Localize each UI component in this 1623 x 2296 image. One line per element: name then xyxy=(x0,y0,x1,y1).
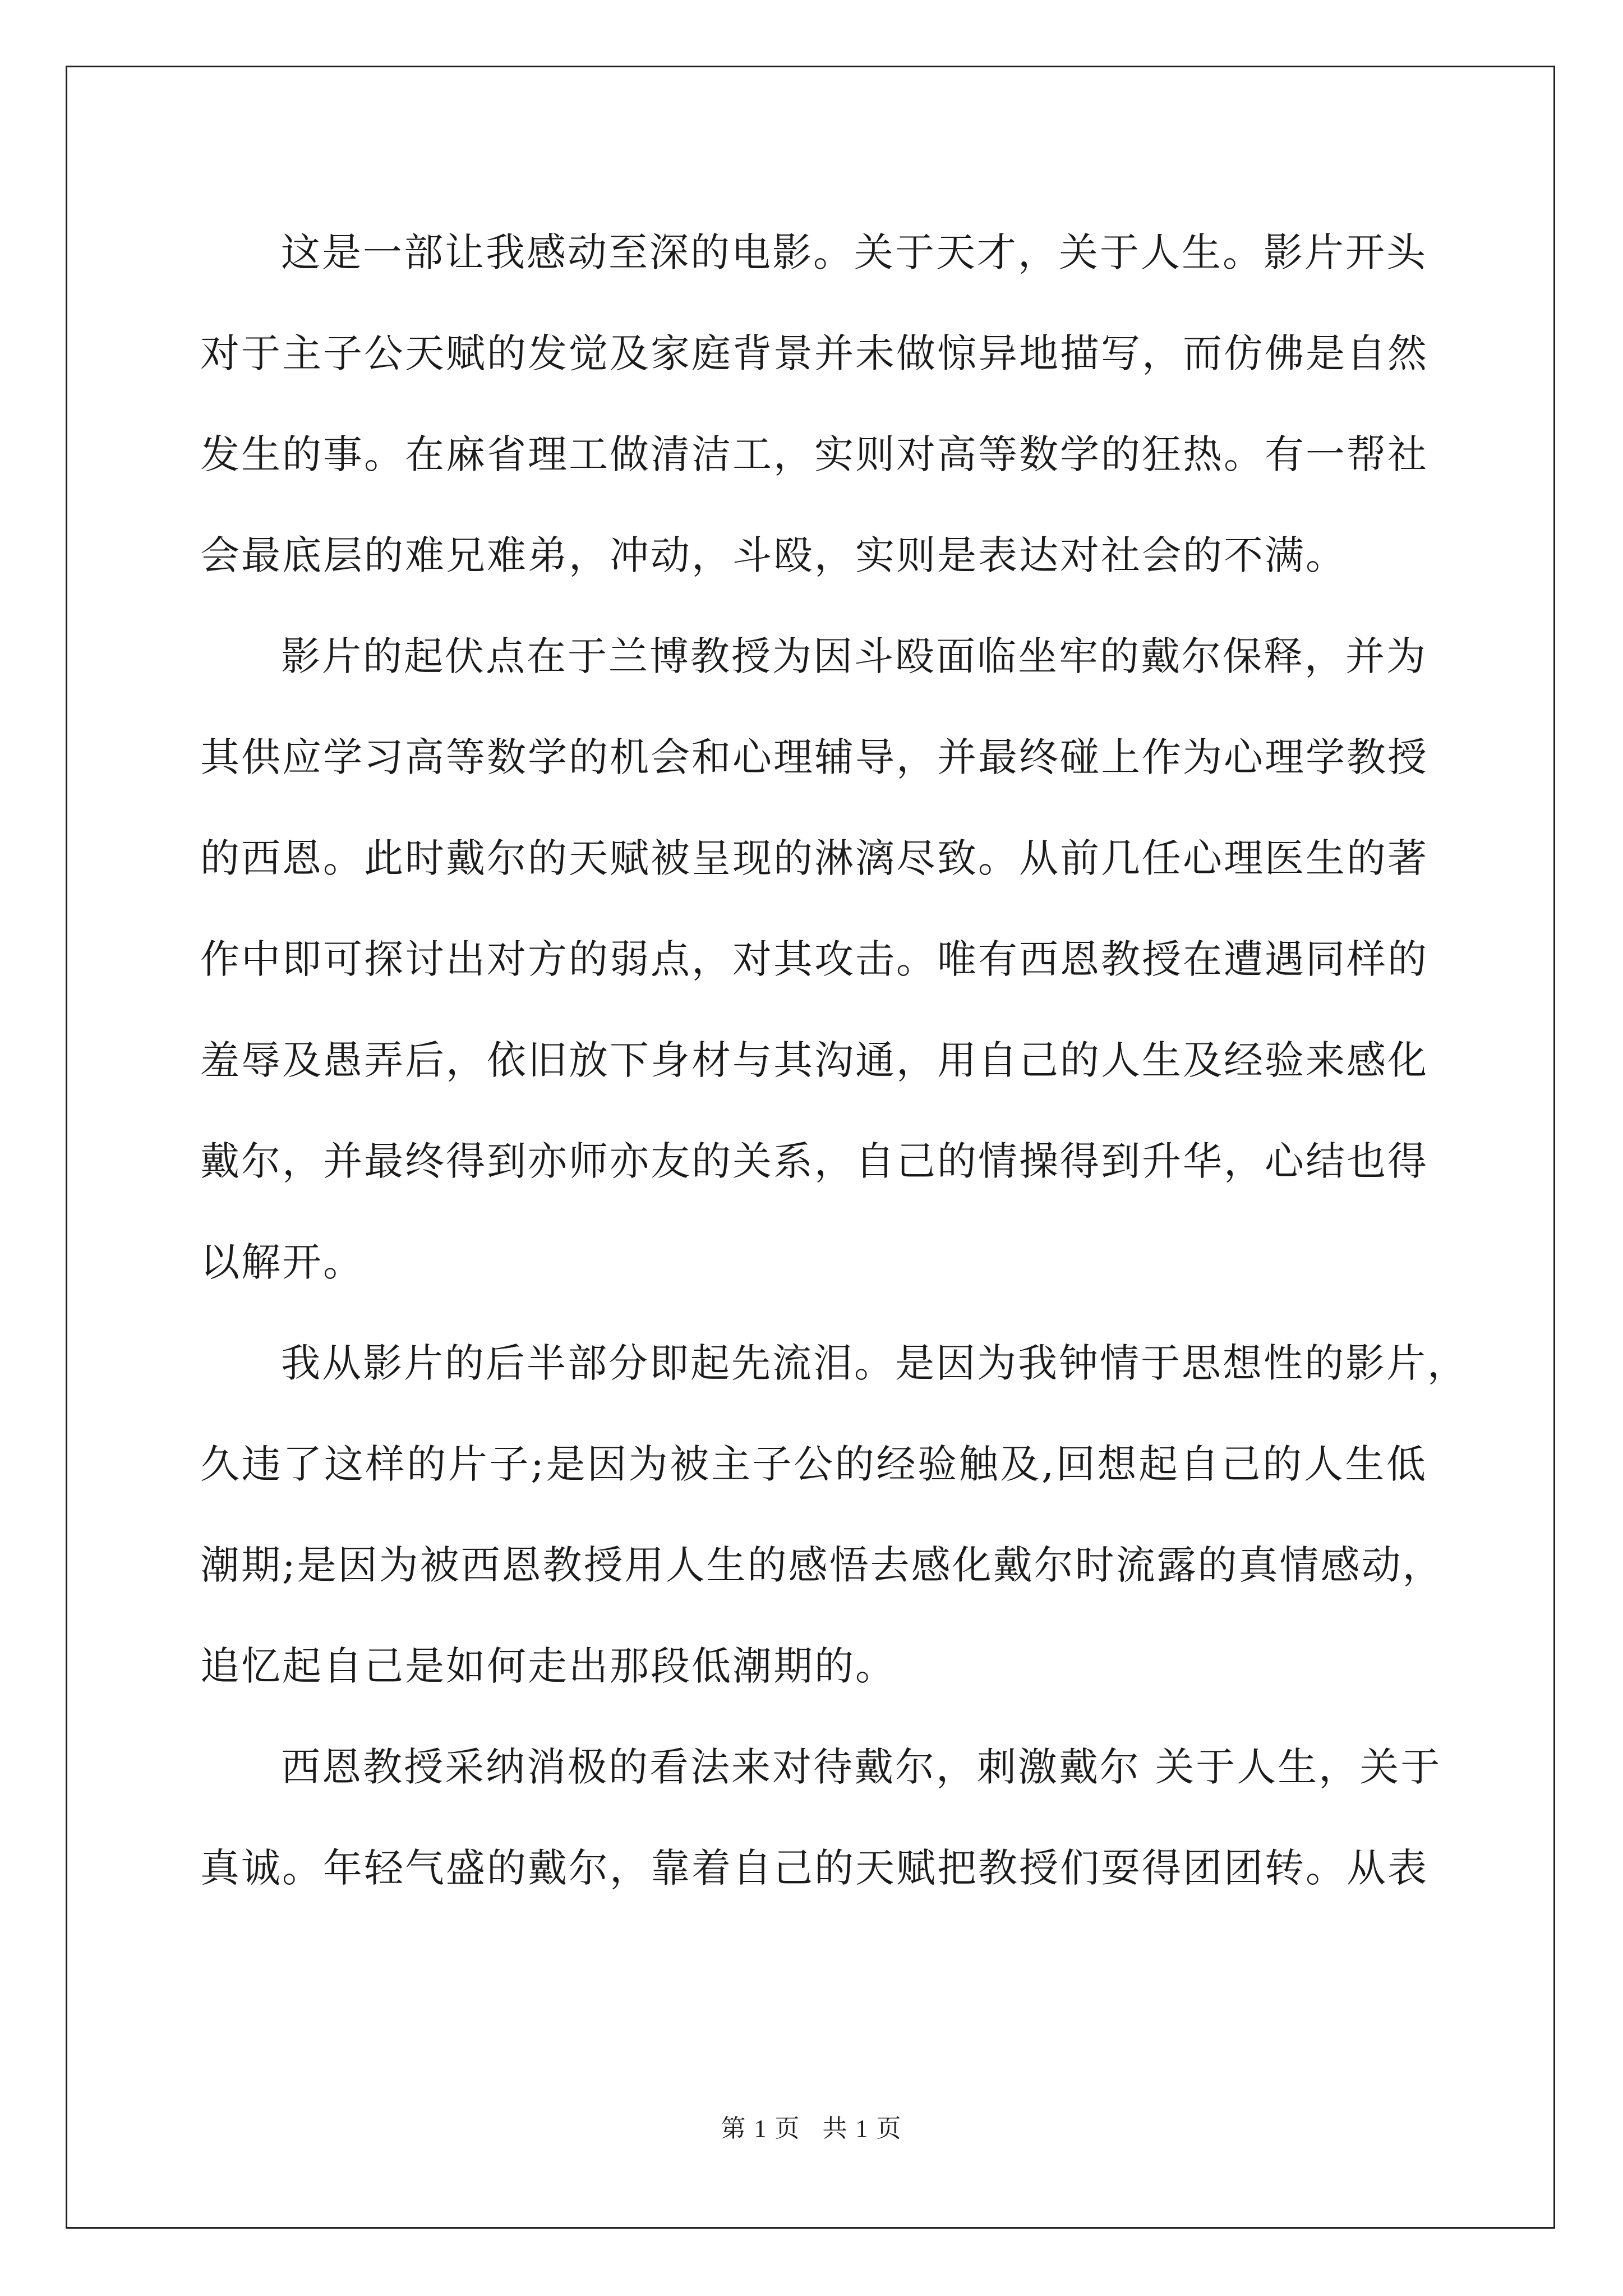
text-line: 会最底层的难兄难弟，冲动，斗殴，实则是表达对社会的不满。 xyxy=(200,532,1347,578)
text-line: 的西恩。此时戴尔的天赋被呈现的淋漓尽致。从前几任心理医生的著 xyxy=(200,835,1428,881)
text-line: 羞辱及愚弄后，依旧放下身材与其沟通，用自己的人生及经验来感化 xyxy=(200,1037,1428,1083)
text-line: 以解开。 xyxy=(200,1239,364,1285)
text-line: 对于主子公天赋的发觉及家庭背景并未做惊异地描写，而仿佛是自然 xyxy=(200,330,1428,376)
text-line: 真诚。年轻气盛的戴尔，靠着自己的天赋把教授们耍得团团转。从表 xyxy=(200,1845,1428,1891)
text-line: 西恩教授采纳消极的看法来对待戴尔，刺激戴尔 关于人生，关于 xyxy=(281,1744,1442,1790)
paragraph-3 xyxy=(200,1313,1468,1717)
paragraph-2 xyxy=(200,606,1427,1313)
paragraph-1 xyxy=(200,202,1427,606)
page-total: 共 1 页 xyxy=(822,2115,902,2142)
text-line: 影片的起伏点在于兰博教授为因斗殴面临坐牢的戴尔保释，并为 xyxy=(281,633,1427,679)
text-line: 这是一部让我感动至深的电影。关于天才，关于人生。影片开头 xyxy=(281,229,1427,275)
page-number: 第 1 页 xyxy=(721,2115,801,2142)
text-line: 发生的事。在麻省理工做清洁工，实则对高等数学的狂热。有一帮社 xyxy=(200,431,1428,477)
text-line: 久违了这样的片子;是因为被主子公的经验触及,回想起自己的人生低 xyxy=(200,1441,1427,1487)
text-line: 追忆起自己是如何走出那段低潮期的。 xyxy=(200,1643,896,1689)
text-line: 作中即可探讨出对方的弱点，对其攻击。唯有西恩教授在遭遇同样的 xyxy=(200,936,1428,982)
text-line: 潮期;是因为被西恩教授用人生的感悟去感化戴尔时流露的真情感动， xyxy=(200,1542,1444,1588)
paragraph-4 xyxy=(200,1717,1442,1918)
text-line: 我从影片的后半部分即起先流泪。是因为我钟情于思想性的影片， xyxy=(281,1340,1468,1386)
text-line: 其供应学习高等数学的机会和心理辅导，并最终碰上作为心理学教授 xyxy=(200,734,1428,780)
document-body xyxy=(200,202,1468,1918)
text-line: 戴尔，并最终得到亦师亦友的关系，自己的情操得到升华，心结也得 xyxy=(200,1138,1428,1184)
page-footer xyxy=(0,2108,1623,2144)
